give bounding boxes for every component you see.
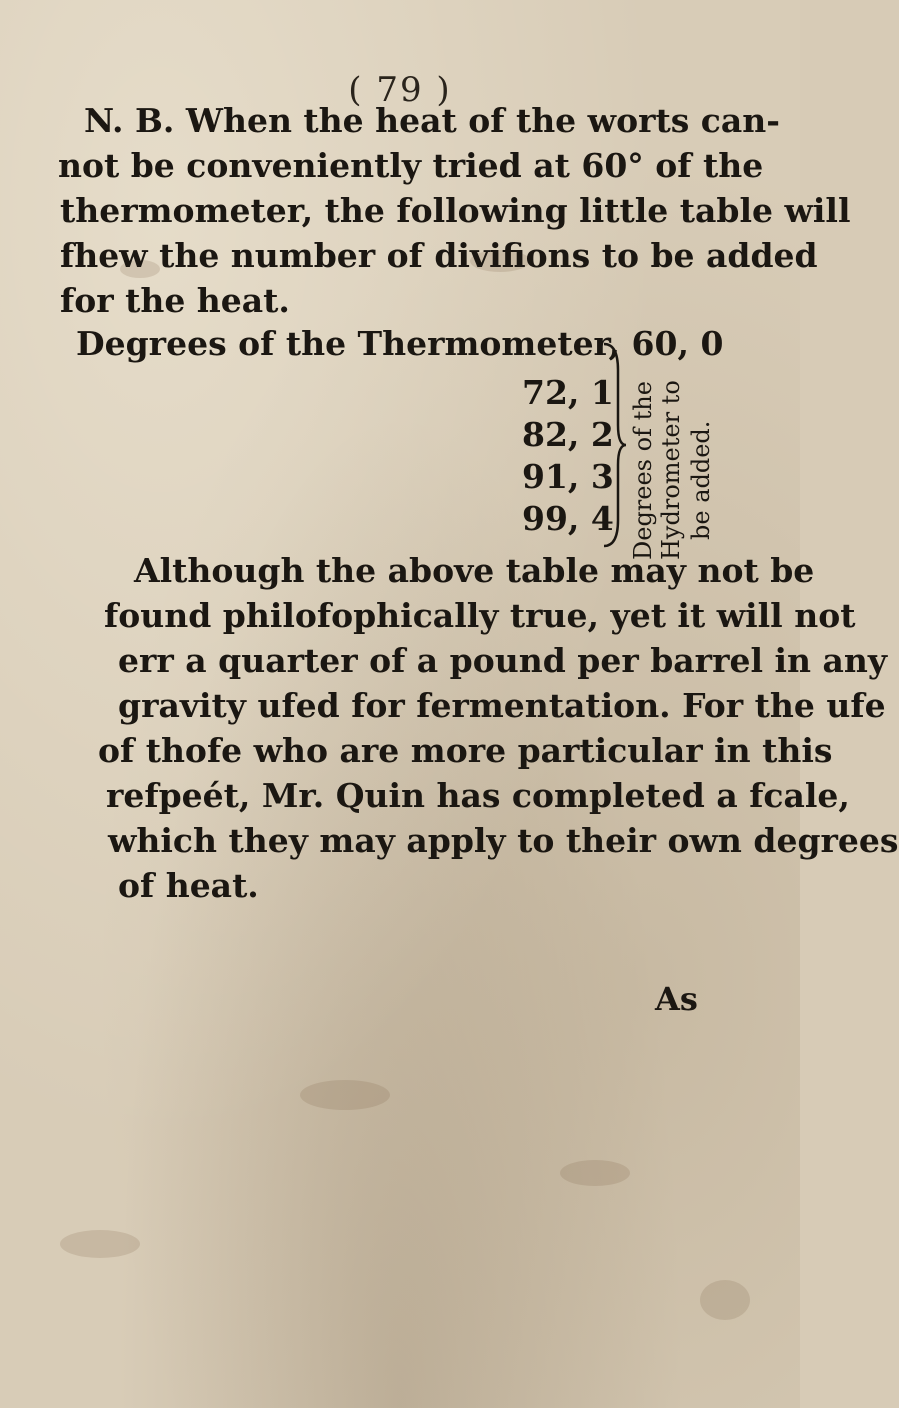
table-row-degrees: 99, <box>522 499 580 538</box>
text-line: not be conveniently tried at 60° of the <box>58 146 764 185</box>
catchword: As <box>655 980 698 1018</box>
table-row-divisions: 0 <box>700 324 724 363</box>
text-line: of heat. <box>118 866 259 905</box>
paper-stain <box>560 1160 630 1186</box>
text-line: Although the above table may not be <box>134 551 815 590</box>
text-line: fhew the number of divifions to be added <box>60 236 818 275</box>
text-line: of thofe who are more particular in this <box>98 731 833 770</box>
table-row-degrees: 72, <box>522 373 580 412</box>
paper-stain <box>700 1280 750 1320</box>
paper-stain <box>300 1080 390 1110</box>
text-line: err a quarter of a pound per barrel in any <box>118 641 888 680</box>
table-row-divisions: 3 <box>590 457 614 496</box>
table-row-degrees: 82, <box>522 415 580 454</box>
table-row-degrees: 91, <box>522 457 580 496</box>
text-line: found philofophically true, yet it will not <box>104 596 856 635</box>
table-row-degrees: 60, <box>631 324 689 363</box>
table-row-divisions: 4 <box>590 499 614 538</box>
text-line: refpeét, Mr. Quin has completed a fcale, <box>106 776 850 815</box>
text-line: which they may apply to their own degrees <box>108 821 899 860</box>
note-paragraph <box>58 98 851 323</box>
body-paragraph <box>98 548 899 908</box>
text-line: N. B. When the heat of the worts can- <box>84 101 780 140</box>
table-row-divisions: 1 <box>590 373 614 412</box>
page-number: ( 79 ) <box>348 70 452 110</box>
side-label-line: be added. <box>687 420 715 540</box>
table-row-divisions: 2 <box>590 415 614 454</box>
table-title-text: Degrees of the Thermometer, <box>76 324 621 363</box>
text-line: gravity ufed for fermentation. For the ufe <box>118 686 886 725</box>
curly-brace-icon <box>600 340 628 550</box>
text-line: thermometer, the following little table will <box>60 191 851 230</box>
side-label-line: Hydrometer to <box>657 380 685 560</box>
paper-stain <box>60 1230 140 1258</box>
side-label-line: Degrees of the <box>629 381 657 560</box>
text-line: for the heat. <box>60 281 290 320</box>
